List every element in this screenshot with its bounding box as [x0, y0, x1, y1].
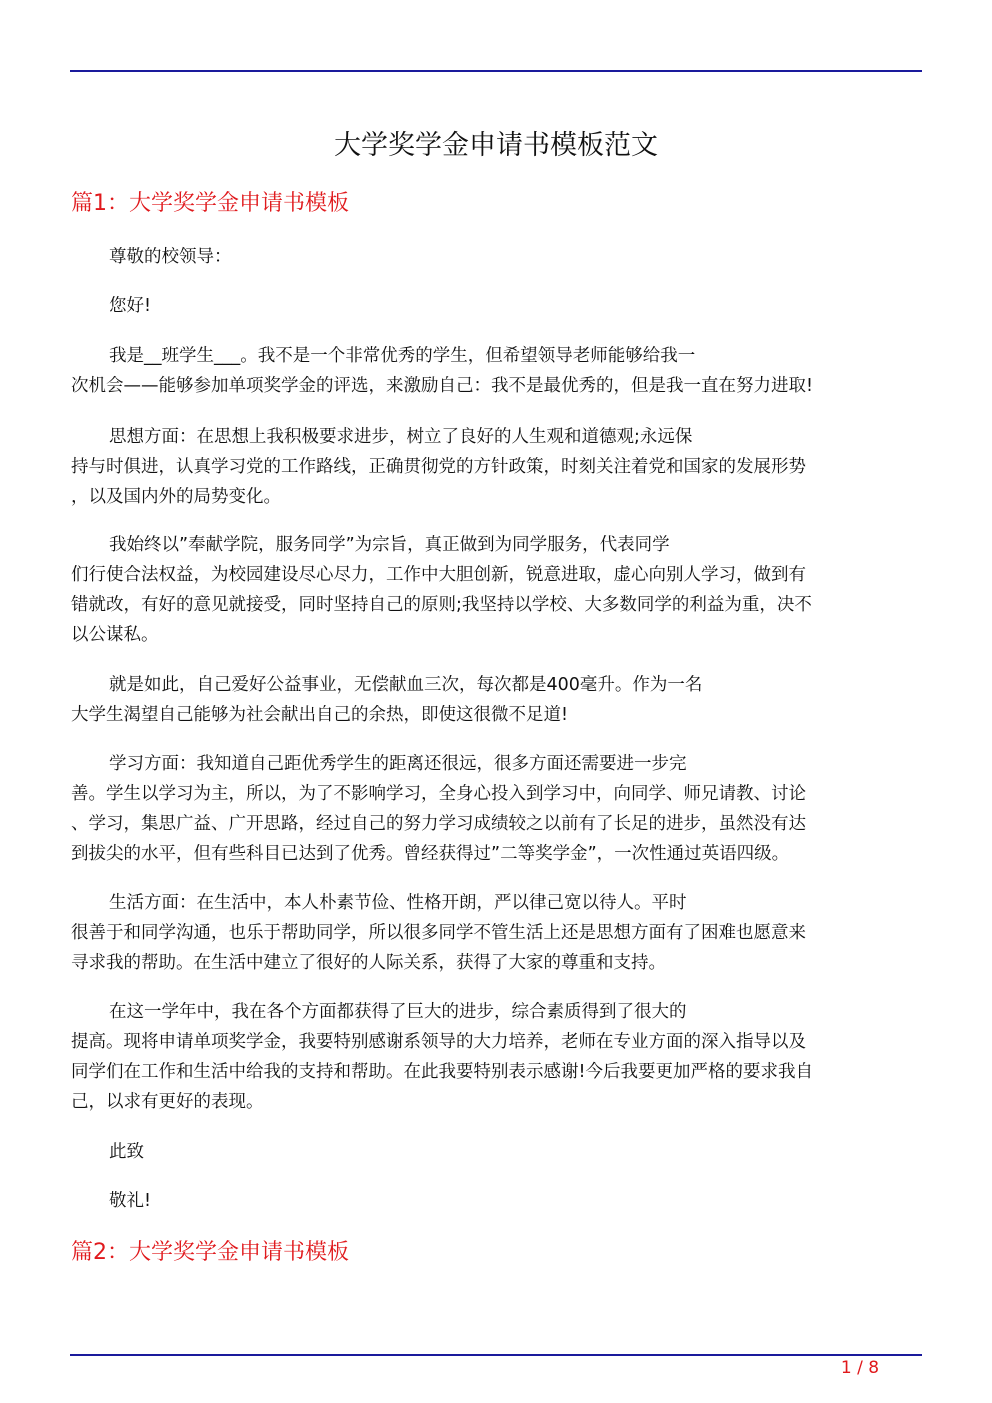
paragraph-summary	[71, 997, 921, 1117]
paragraph-line: 寻求我的帮助。在生活中建立了很好的人际关系，获得了大家的尊重和支持。	[71, 953, 666, 973]
paragraph-line: 很善于和同学沟通，也乐于帮助同学，所以很多同学不管生活上还是思想方面有了困难也愿意来	[71, 923, 806, 943]
page-indicator: 1 / 8	[840, 1358, 880, 1378]
paragraph-charity	[71, 670, 921, 730]
section-heading-2: 篇2：大学奖学金申请书模板	[71, 1240, 349, 1265]
hello-line: 您好!	[109, 296, 152, 316]
document-title: 大学奖学金申请书模板范文	[334, 130, 658, 161]
paragraph-line: 到拔尖的水平，但有些科目已达到了优秀。曾经获得过”二等奖学金”，一次性通过英语四级。	[71, 844, 790, 864]
paragraph-line: 己，以求有更好的表现。	[71, 1092, 264, 1112]
paragraph-thought	[71, 422, 921, 512]
paragraph-line: 大学生渴望自己能够为社会献出自己的余热，即使这很微不足道!	[71, 705, 569, 725]
paragraph-study	[71, 749, 921, 869]
paragraph-line: 学习方面：我知道自己距优秀学生的距离还很远，很多方面还需要进一步完	[109, 754, 687, 774]
paragraph-line: 错就改，有好的意见就接受，同时坚持自己的原则;我坚持以学校、大多数同学的利益为重，决不	[71, 595, 812, 615]
greeting-line: 尊敬的校领导：	[109, 247, 232, 267]
paragraph-life	[71, 888, 921, 978]
paragraph-line: 同学们在工作和生活中给我的支持和帮助。在此我要特别表示感谢!今后我要更加严格的要求我自	[71, 1062, 814, 1082]
paragraph-line: 以公谋私。	[71, 625, 159, 645]
greeting	[71, 242, 921, 272]
paragraph-line: 、学习，集思广益、广开思路，经过自己的努力学习成绩较之以前有了长足的进步，虽然没有达	[71, 814, 806, 834]
closing-line: 此致	[109, 1142, 144, 1162]
paragraph-line: 生活方面：在生活中，本人朴素节俭、性格开朗，严以律己宽以待人。平时	[109, 893, 687, 913]
footer-rule	[70, 1354, 922, 1356]
hello	[71, 291, 921, 321]
paragraph-line: 我是__班学生___。我不是一个非常优秀的学生，但希望领导老师能够给我一	[109, 346, 696, 366]
closing-2	[71, 1186, 921, 1216]
paragraph-line: ，以及国内外的局势变化。	[71, 487, 281, 507]
paragraph-line: 就是如此，自己爱好公益事业，无偿献血三次，每次都是400毫升。作为一名	[109, 675, 703, 695]
section-heading-1: 篇1：大学奖学金申请书模板	[71, 191, 349, 216]
paragraph-line: 我始终以”奉献学院，服务同学”为宗旨，真正做到为同学服务，代表同学	[109, 535, 670, 555]
paragraph-intro	[71, 341, 921, 401]
paragraph-line: 善。学生以学习为主，所以，为了不影响学习，全身心投入到学习中，向同学、师兄请教、讨论	[71, 784, 806, 804]
paragraph-line: 在这一学年中，我在各个方面都获得了巨大的进步，综合素质得到了很大的	[109, 1002, 687, 1022]
paragraph-service	[71, 530, 921, 650]
closing-1	[71, 1137, 921, 1167]
paragraph-line: 思想方面：在思想上我积极要求进步，树立了良好的人生观和道德观;永远保	[109, 427, 693, 447]
paragraph-line: 持与时俱进，认真学习党的工作路线，正确贯彻党的方针政策，时刻关注着党和国家的发展形势	[71, 457, 806, 477]
closing-line: 敬礼!	[109, 1191, 152, 1211]
paragraph-line: 提高。现将申请单项奖学金，我要特别感谢系领导的大力培养，老师在专业方面的深入指导以及	[71, 1032, 806, 1052]
header-rule	[70, 70, 922, 72]
paragraph-line: 们行使合法权益，为校园建设尽心尽力，工作中大胆创新，锐意进取，虚心向别人学习，做到有	[71, 565, 806, 585]
paragraph-line: 次机会——能够参加单项奖学金的评选，来激励自己：我不是最优秀的，但是我一直在努力进取!	[71, 376, 814, 396]
